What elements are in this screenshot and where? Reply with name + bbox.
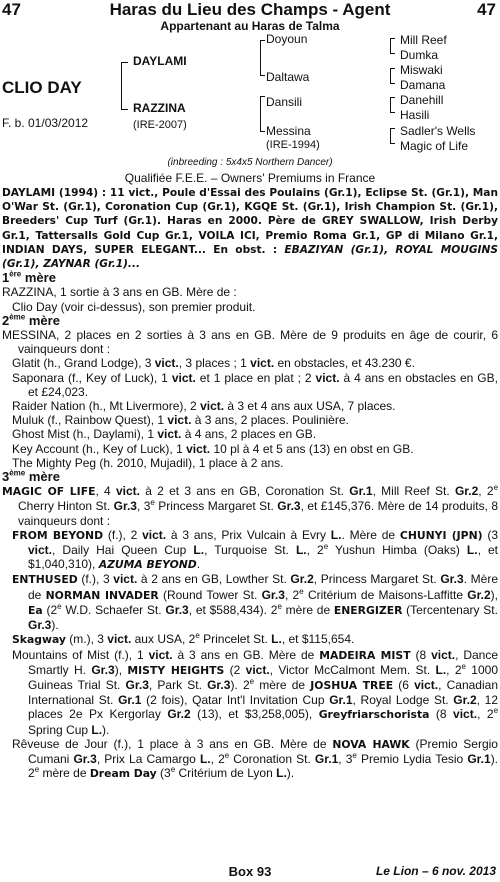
pedigree-dam: RAZZINA: [133, 101, 186, 115]
footer-source: Le Lion – 6 nov. 2013: [375, 864, 496, 878]
pedigree-dam-origin: (IRE-2007): [133, 119, 187, 131]
pedigree-sire-sire: Doyoun: [266, 32, 308, 46]
owner-subtitle: Appartenant au Haras de Talma: [160, 19, 340, 33]
pedigree-g3-6: Hasili: [400, 108, 430, 122]
first-dam-produce: Clio Day (voir ci-dessus), son premier produit.: [12, 299, 256, 314]
pedigree-bracket-sire: [260, 40, 265, 76]
pedigree-g3-5: Danehill: [400, 93, 444, 107]
pedigree-g3-1: Mill Reef: [400, 33, 447, 47]
produce-skagway: Skagway (m.), 3 vict. aux USA, 2e Princelet St. L., et $115,654.: [12, 631, 355, 647]
produce-reveuse-de-jour: Rêveuse de Jour (f.), 1 place à 3 ans en GB. Mère de NOVA HAWK (Premio Sergio Cumani Gr.3, Prix La Camargo L., 2e Coronation St. Gr.1, 3e Premio Lydia Tesio Gr.1). 2e mère de Dream Day (3e Critérium de Lyon L.).: [12, 736, 499, 781]
pedigree-g3-3: Miswaki: [400, 63, 443, 77]
lot-number-right: 47: [477, 0, 496, 19]
footer-box: Box 93: [228, 864, 272, 879]
pedigree-dam-dam-origin: (IRE-1994): [266, 139, 320, 151]
pedigree-g3-2: Dumka: [400, 48, 439, 62]
pedigree-sire: DAYLAMI: [133, 54, 187, 68]
pedigree-g3-7: Sadler's Wells: [400, 124, 476, 138]
pedigree-bracket-doyoun: [390, 38, 395, 54]
pedigree-bracket-dam: [260, 96, 265, 132]
third-dam-line: MAGIC OF LIFE, 4 vict. à 2 et 3 ans en GB, Coronation St. Gr.1, Mill Reef St. Gr.2, 2e Cherry Hinton St. Gr.3, 3e Princess Margaret St. Gr.3, et £145,376. Mère de 14 produits, 8 vainqueurs dont :: [2, 483, 499, 528]
second-dam-line: MESSINA, 2 places en 2 sorties à 3 ans en GB. Mère de 9 produits en âge de courir, 6 vainqueurs dont :: [2, 328, 498, 357]
section-second-dam: 2ème mère: [2, 312, 60, 328]
produce-saponara: Saponara (f., Key of Luck), 1 vict. et 1 place en plat ; 2 vict. à 4 ans en obstacles en GB, et £24,023.: [12, 370, 498, 399]
produce-mountains-of-mist: Mountains of Mist (f.), 1 vict. à 3 ans en GB. Mère de MADEIRA MIST (8 vict., Dance Smartly H. Gr.3), MISTY HEIGHTS (2 vict., Victor McCalmont Mem. St. L., 2e 1000 Guineas Trial St. Gr.3, Park St. Gr.3). 2e mère de JOSHUA TREE (6 vict., Canadian International St. Gr.1 (2 fois), Qatar Int'l Invitation Cup Gr.1, Royal Lodge St. Gr.2, 12 places 2e Px Kergorlay Gr.2 (13), et $3,258,005), Greyfriarschorista (8 vict., 2e Spring Cup L.).: [12, 647, 499, 737]
section-third-dam: 3ème mère: [2, 468, 60, 485]
pedigree-dam-dam: Messina: [266, 124, 311, 138]
pedigree-g3-8: Magic of Life: [400, 139, 469, 153]
section-first-dam: 1ère mère: [2, 269, 56, 286]
produce-key-account: Key Account (h., Key of Luck), 1 vict. 10 pl à 4 et 5 ans (13) en obst en GB.: [12, 441, 414, 456]
produce-ghost-mist: Ghost Mist (h., Daylami), 1 vict. à 4 ans, 2 places en GB.: [12, 427, 317, 442]
first-dam-line: RAZZINA, 1 sortie à 3 ans en GB. Mère de :: [2, 285, 237, 300]
inbreeding-note: (inbreeding : 5x4x5 Northern Dancer): [167, 157, 333, 168]
pedigree-sire-dam: Daltawa: [266, 70, 310, 84]
produce-mighty-peg: The Mighty Peg (h. 2010, Mujadil), 1 place à 2 ans.: [12, 455, 284, 470]
horse-name: CLIO DAY: [2, 78, 82, 97]
sire-paragraph: DAYLAMI (1994) : 11 vict., Poule d'Essai des Poulains (Gr.1), Eclipse St. (Gr.1), Man O'War St. (Gr.1), Coronation Cup (Gr.1), KGQE St. (Gr.1), Irish Champion St. (Gr.1), Breeders' Cup Turf (Gr.1). Haras en 2000. Père de GREY SWALLOW, Irish Derby Gr.1, Tattersalls Gold Cup Gr.1, VOILA ICI, Premio Roma Gr.1, GP di Milano Gr.1, INDIAN DAYS, SUPER ELEGANT... En obst. : EBAZIYAN (Gr.1), ROYAL MOUGINS (Gr.1), ZAYNAR (Gr.1)...: [2, 187, 498, 271]
produce-enthused: ENTHUSED (f.), 3 vict. à 2 ans en GB, Lowther St. Gr.2, Princess Margaret St. Gr.3. Mère de NORMAN INVADER (Round Tower St. Gr.3, 2e Critérium de Maisons-Laffitte Gr.2), Ea (2e W.D. Schaefer St. Gr.3, et $588,434). 2e mère de ENERGIZER (Tercentenary St. Gr.3).: [12, 572, 498, 633]
pedigree-dam-sire: Dansili: [266, 95, 303, 109]
qualification-note: Qualifiée F.E.E. – Owners' Premiums in France: [124, 171, 376, 185]
pedigree-bracket-g1: [121, 62, 128, 110]
pedigree-bracket-messina: [390, 128, 395, 144]
pedigree-bracket-dansili: [390, 97, 395, 113]
horse-info: F. b. 01/03/2012: [2, 116, 89, 130]
lot-number-left: 47: [2, 0, 21, 19]
pedigree-bracket-daltawa: [390, 68, 395, 84]
produce-raider-nation: Raider Nation (h., Mt Livermore), 2 vict. à 3 et 4 ans aux USA, 7 places.: [12, 399, 396, 414]
produce-glatit: Glatit (h., Grand Lodge), 3 vict., 3 places ; 1 vict. en obstacles, et 43.230 €.: [12, 356, 415, 371]
pedigree-g3-4: Damana: [400, 78, 446, 92]
produce-muluk: Muluk (f., Rainbow Quest), 1 vict. à 3 ans, 2 places. Poulinière.: [12, 413, 349, 428]
consignor-title: Haras du Lieu des Champs - Agent: [109, 0, 391, 19]
produce-from-beyond: FROM BEYOND (f.), 2 vict. à 3 ans, Prix Vulcain à Evry L.. Mère de CHUNYI (JPN) (3 vict., Daily Hai Queen Cup L., Turquoise St. L., 2e Yushun Himba (Oaks) L., et $1,040,310), AZUMA BEYOND.: [12, 527, 499, 572]
catalogue-body: [2, 186, 498, 781]
